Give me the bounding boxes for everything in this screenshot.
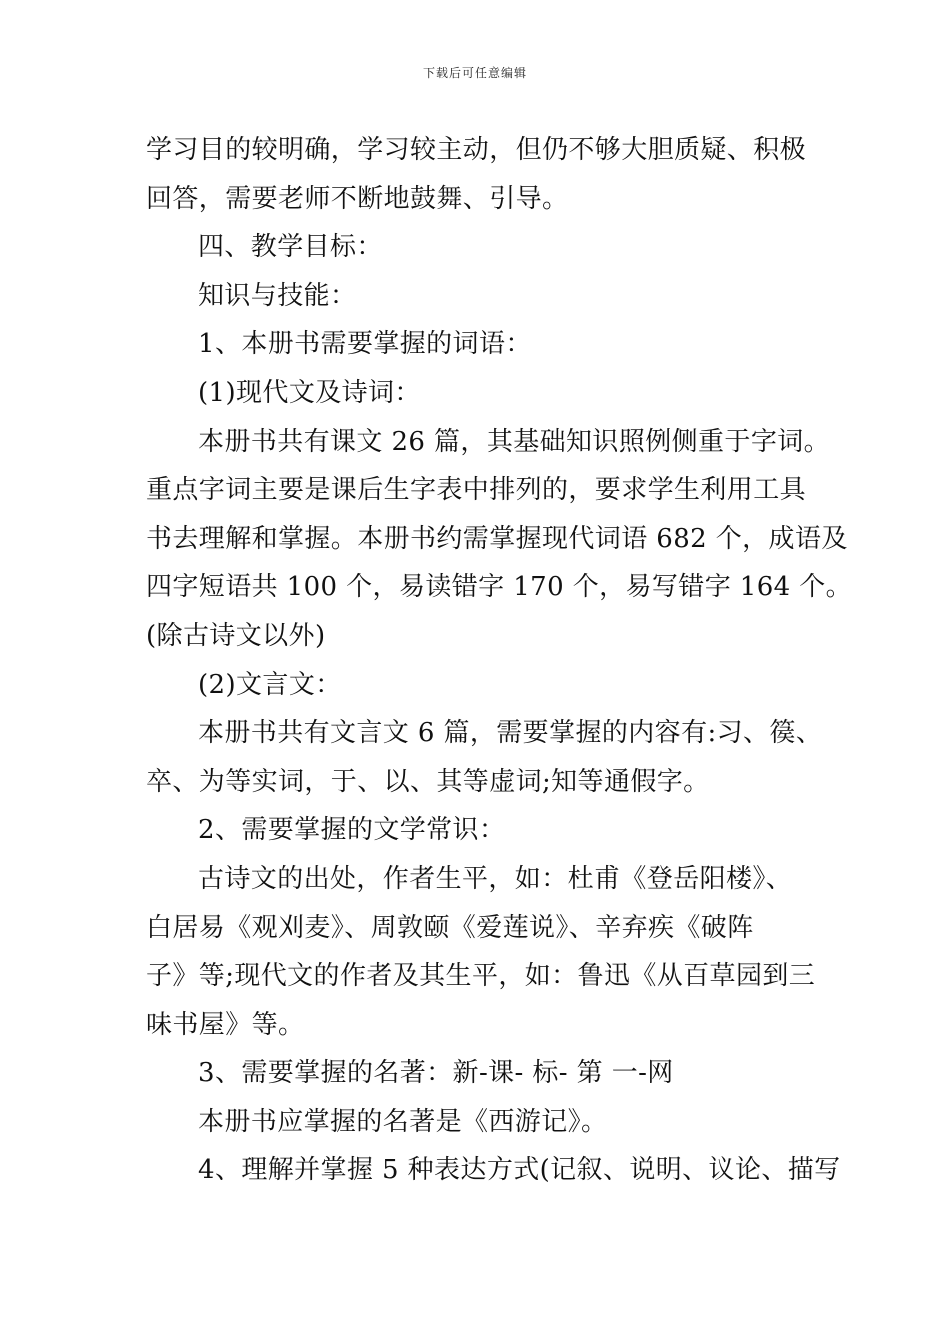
item-heading-expression-modes: 4、理解并掌握 5 种表达方式(记叙、说明、议论、描写 <box>198 1155 841 1186</box>
text-line-19: 味书屋》等。 <box>146 1009 305 1040</box>
text-line-9: 书去理解和掌握。本册书约需掌握现代词语 682 个，成语及 <box>146 523 848 554</box>
section-heading-teaching-goals: 四、教学目标： <box>198 232 383 263</box>
item-heading-vocabulary: 1、本册书需要掌握的词语： <box>198 329 532 360</box>
text-line-21: 本册书应掌握的名著是《西游记》。 <box>198 1106 608 1137</box>
subitem-heading-classical-chinese: (2)文言文： <box>198 669 342 700</box>
text-line-2: 回答，需要老师不断地鼓舞、引导。 <box>146 183 569 214</box>
item-heading-literary-knowledge: 2、需要掌握的文学常识： <box>198 815 506 846</box>
page-header-note: 下载后可任意编辑 <box>422 66 527 80</box>
text-line-13: 本册书共有文言文 6 篇，需要掌握的内容有:习、篌、 <box>198 718 823 749</box>
text-line-11: (除古诗文以外) <box>146 620 326 651</box>
text-line-16: 古诗文的出处，作者生平，如：杜甫《登岳阳楼》、 <box>198 863 793 894</box>
text-line-7: 本册书共有课文 26 篇，其基础知识照例侧重于字词。 <box>198 426 831 457</box>
subheading-knowledge-skills: 知识与技能： <box>198 280 357 311</box>
item-heading-classics: 3、需要掌握的名著：新-课- 标- 第 一-网 <box>198 1058 674 1089</box>
text-line-17: 白居易《观刈麦》、周敦颐《爱莲说》、辛弃疾《破阵 <box>146 912 754 943</box>
text-line-14: 卒、为等实词，于、以、其等虚词;知等通假字。 <box>146 766 710 797</box>
text-line-10: 四字短语共 100 个，易读错字 170 个，易写错字 164 个。 <box>146 572 853 603</box>
text-line-8: 重点字词主要是课后生字表中排列的，要求学生利用工具 <box>146 475 807 506</box>
subitem-heading-modern-texts: (1)现代文及诗词： <box>198 377 421 408</box>
text-line-1: 学习目的较明确，学习较主动，但仍不够大胆质疑、积极 <box>146 135 807 165</box>
document-body <box>146 126 853 1195</box>
text-line-18: 子》等;现代文的作者及其生平，如：鲁迅《从百草园到三 <box>146 961 816 992</box>
